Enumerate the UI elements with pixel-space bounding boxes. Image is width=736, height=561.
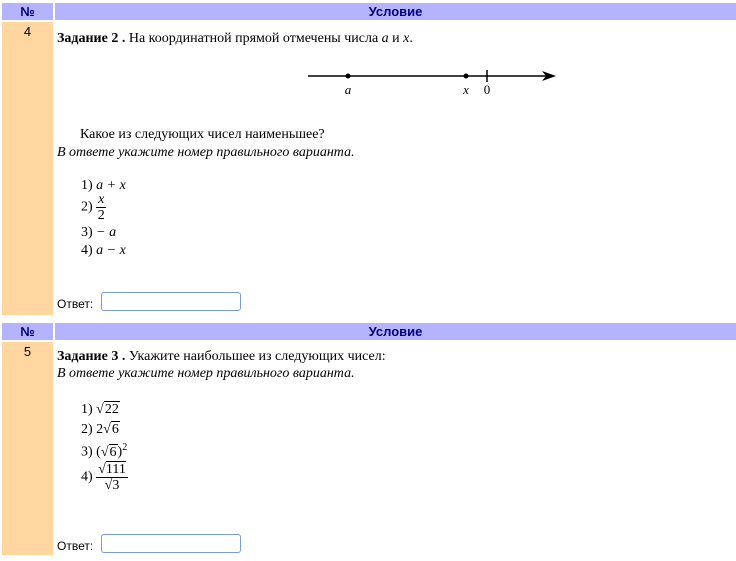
task-5-title-bold: Задание 3 . (57, 349, 126, 364)
option-3-text: − a (96, 225, 117, 240)
option-4-number: 4) (81, 243, 93, 258)
task-4-title (57, 31, 732, 47)
option-4-denominator: √3 (104, 478, 120, 493)
header-number-2: № (2, 323, 53, 340)
task-5-option-3 (81, 442, 127, 461)
option-4-text: a − x (96, 243, 126, 258)
option-1-number: 1) (81, 178, 93, 193)
point-a (346, 74, 351, 79)
option-2-coefficient: 2 (96, 422, 104, 437)
option-3-close-paren: ) (117, 444, 123, 460)
task-4-and: и (392, 31, 400, 46)
option-2-number: 2) (81, 199, 93, 215)
task-4-period: . (409, 31, 413, 46)
option-3-number: 3) (81, 225, 93, 240)
task-number-4: 4 (23, 24, 32, 39)
option-4-denominator-radicand: 3 (112, 478, 120, 493)
task-4-var-x: x (403, 31, 410, 46)
option-2-numerator: x (98, 192, 105, 207)
option-1-text: a + x (96, 178, 126, 193)
number-line (300, 64, 562, 100)
label-a: a (344, 82, 352, 97)
task-5-instruction: В ответе укажите номер правильного варианта. (57, 366, 355, 381)
option-3-power: 2 (122, 442, 128, 453)
task-5-answer-label: Ответ: (57, 539, 94, 553)
task-4-title-bold: Задание 2 . (57, 31, 126, 46)
task-4-var-a: a (381, 31, 389, 46)
option-4-number: 4) (81, 469, 93, 485)
label-zero: 0 (483, 82, 491, 97)
task-5-options (57, 402, 732, 512)
option-2-fraction (96, 192, 106, 223)
header-number: № (2, 3, 53, 20)
task-4-answer-label: Ответ: (57, 297, 94, 311)
option-3-number: 3) (81, 444, 93, 460)
task-number-cell-4 (2, 22, 53, 315)
option-2-denominator: 2 (97, 208, 105, 223)
option-2-number: 2) (81, 422, 93, 437)
option-4-fraction (96, 462, 128, 493)
task-5-answer-row (57, 539, 93, 553)
option-4-numerator-radicand: 111 (105, 462, 126, 477)
task-4-instruction: В ответе укажите номер правильного варианта. (57, 145, 355, 160)
option-1-number: 1) (81, 402, 93, 417)
point-x (464, 74, 469, 79)
task-5-title-text: Укажите наибольшее из следующих чисел: (128, 349, 386, 364)
option-3-radicand: 6 (109, 444, 117, 460)
option-3-sqrt: √6 (100, 444, 117, 460)
task-5-option-4 (81, 462, 128, 493)
option-2-radicand: 6 (111, 422, 119, 437)
task-5-title (57, 349, 732, 365)
label-x: x (463, 82, 469, 97)
task-5-option-1 (81, 402, 120, 418)
header-condition: Условие (55, 3, 736, 20)
header-condition-2: Условие (55, 323, 736, 340)
task-number-5: 5 (23, 344, 32, 359)
option-2-sqrt: √6 (103, 422, 119, 437)
task-5-answer-input[interactable] (101, 534, 241, 553)
task-4-option-3 (81, 225, 116, 241)
task-4-options (57, 178, 732, 268)
task-4-answer-input[interactable] (101, 292, 241, 311)
option-1-radicand: 22 (104, 402, 119, 417)
task-4-title-text: На координатной прямой отмечены числа (128, 31, 379, 46)
task-4-question: Какое из следующих чисел наименьшее? (80, 127, 325, 142)
option-4-numerator: √111 (98, 462, 126, 477)
task-number-cell-5 (2, 342, 53, 555)
task-4-option-4 (81, 243, 126, 259)
task-5-option-2 (81, 422, 120, 438)
task-4-option-2 (81, 192, 106, 223)
option-3-open-paren: ( (96, 444, 101, 460)
option-1-sqrt: √22 (96, 402, 119, 417)
task-4-answer-row (57, 297, 93, 311)
